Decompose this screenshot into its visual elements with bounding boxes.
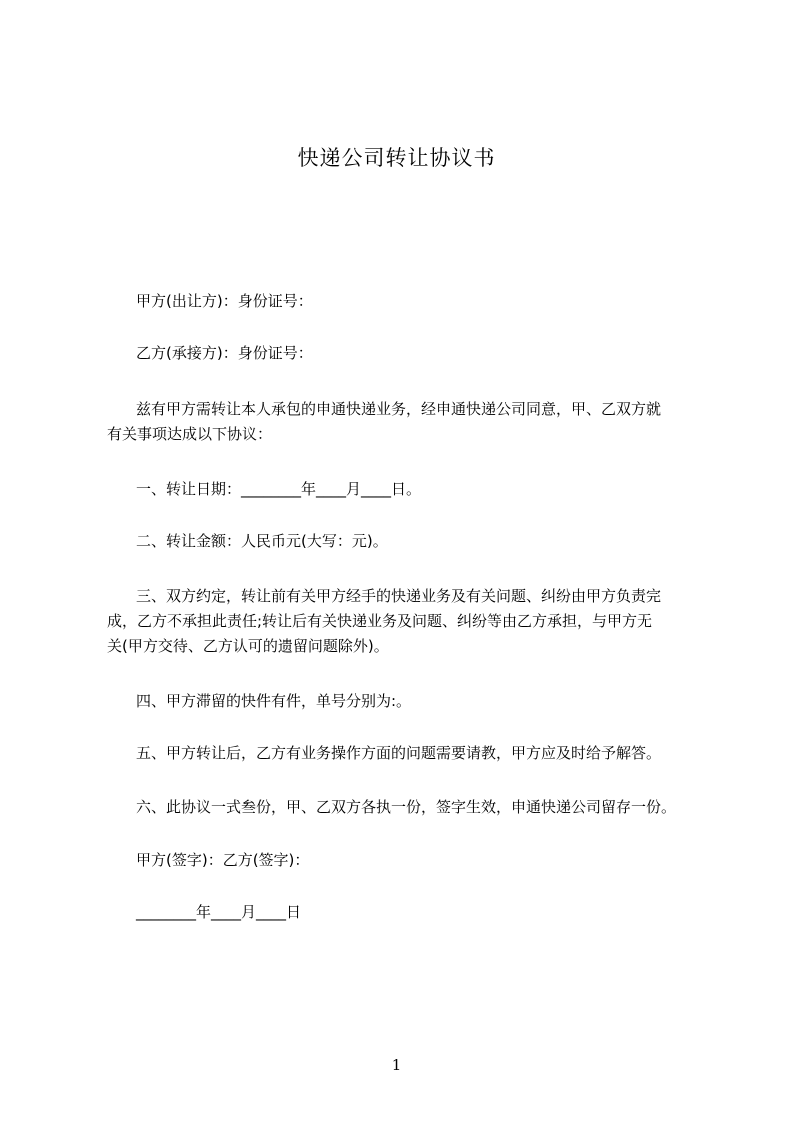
clause-3-line-2: 成，乙方不承担此责任;转让后有关快递业务及问题、纠纷等由乙方承担，与甲方无 <box>107 612 653 630</box>
preamble-line-1: 兹有甲方需转让本人承包的申通快递业务，经申通快递公司同意，甲、乙双方就 <box>136 400 662 418</box>
clause-3-line-3: 关(甲方交待、乙方认可的遗留问题除外)。 <box>107 637 389 655</box>
preamble-line-2: 有关事项达成以下协议： <box>107 425 273 443</box>
clause-2: 二、转让金额：人民币元(大写：元)。 <box>136 532 388 550</box>
clause-1: 一、转让日期：________年____月____日。 <box>136 480 422 498</box>
page-number: 1 <box>391 1056 402 1074</box>
clause-4: 四、甲方滞留的快件有件，单号分别为:。 <box>136 692 412 710</box>
clause-6: 六、此协议一式叁份，甲、乙双方各执一份，签字生效，申通快递公司留存一份。 <box>136 798 677 816</box>
clause-5: 五、甲方转让后，乙方有业务操作方面的问题需要请教，甲方应及时给予解答。 <box>136 744 662 762</box>
party-b-line: 乙方(承接方)：身份证号： <box>136 344 313 362</box>
signature-date: ________年____月____日 <box>136 903 302 921</box>
clause-3-line-1: 三、双方约定，转让前有关甲方经手的快递业务及有关问题、纠纷由甲方负责完 <box>136 587 662 605</box>
party-a-line: 甲方(出让方)：身份证号： <box>136 292 313 310</box>
signature-line: 甲方(签字)：乙方(签字)： <box>136 851 310 869</box>
document-title: 快递公司转让协议书 <box>297 146 496 170</box>
